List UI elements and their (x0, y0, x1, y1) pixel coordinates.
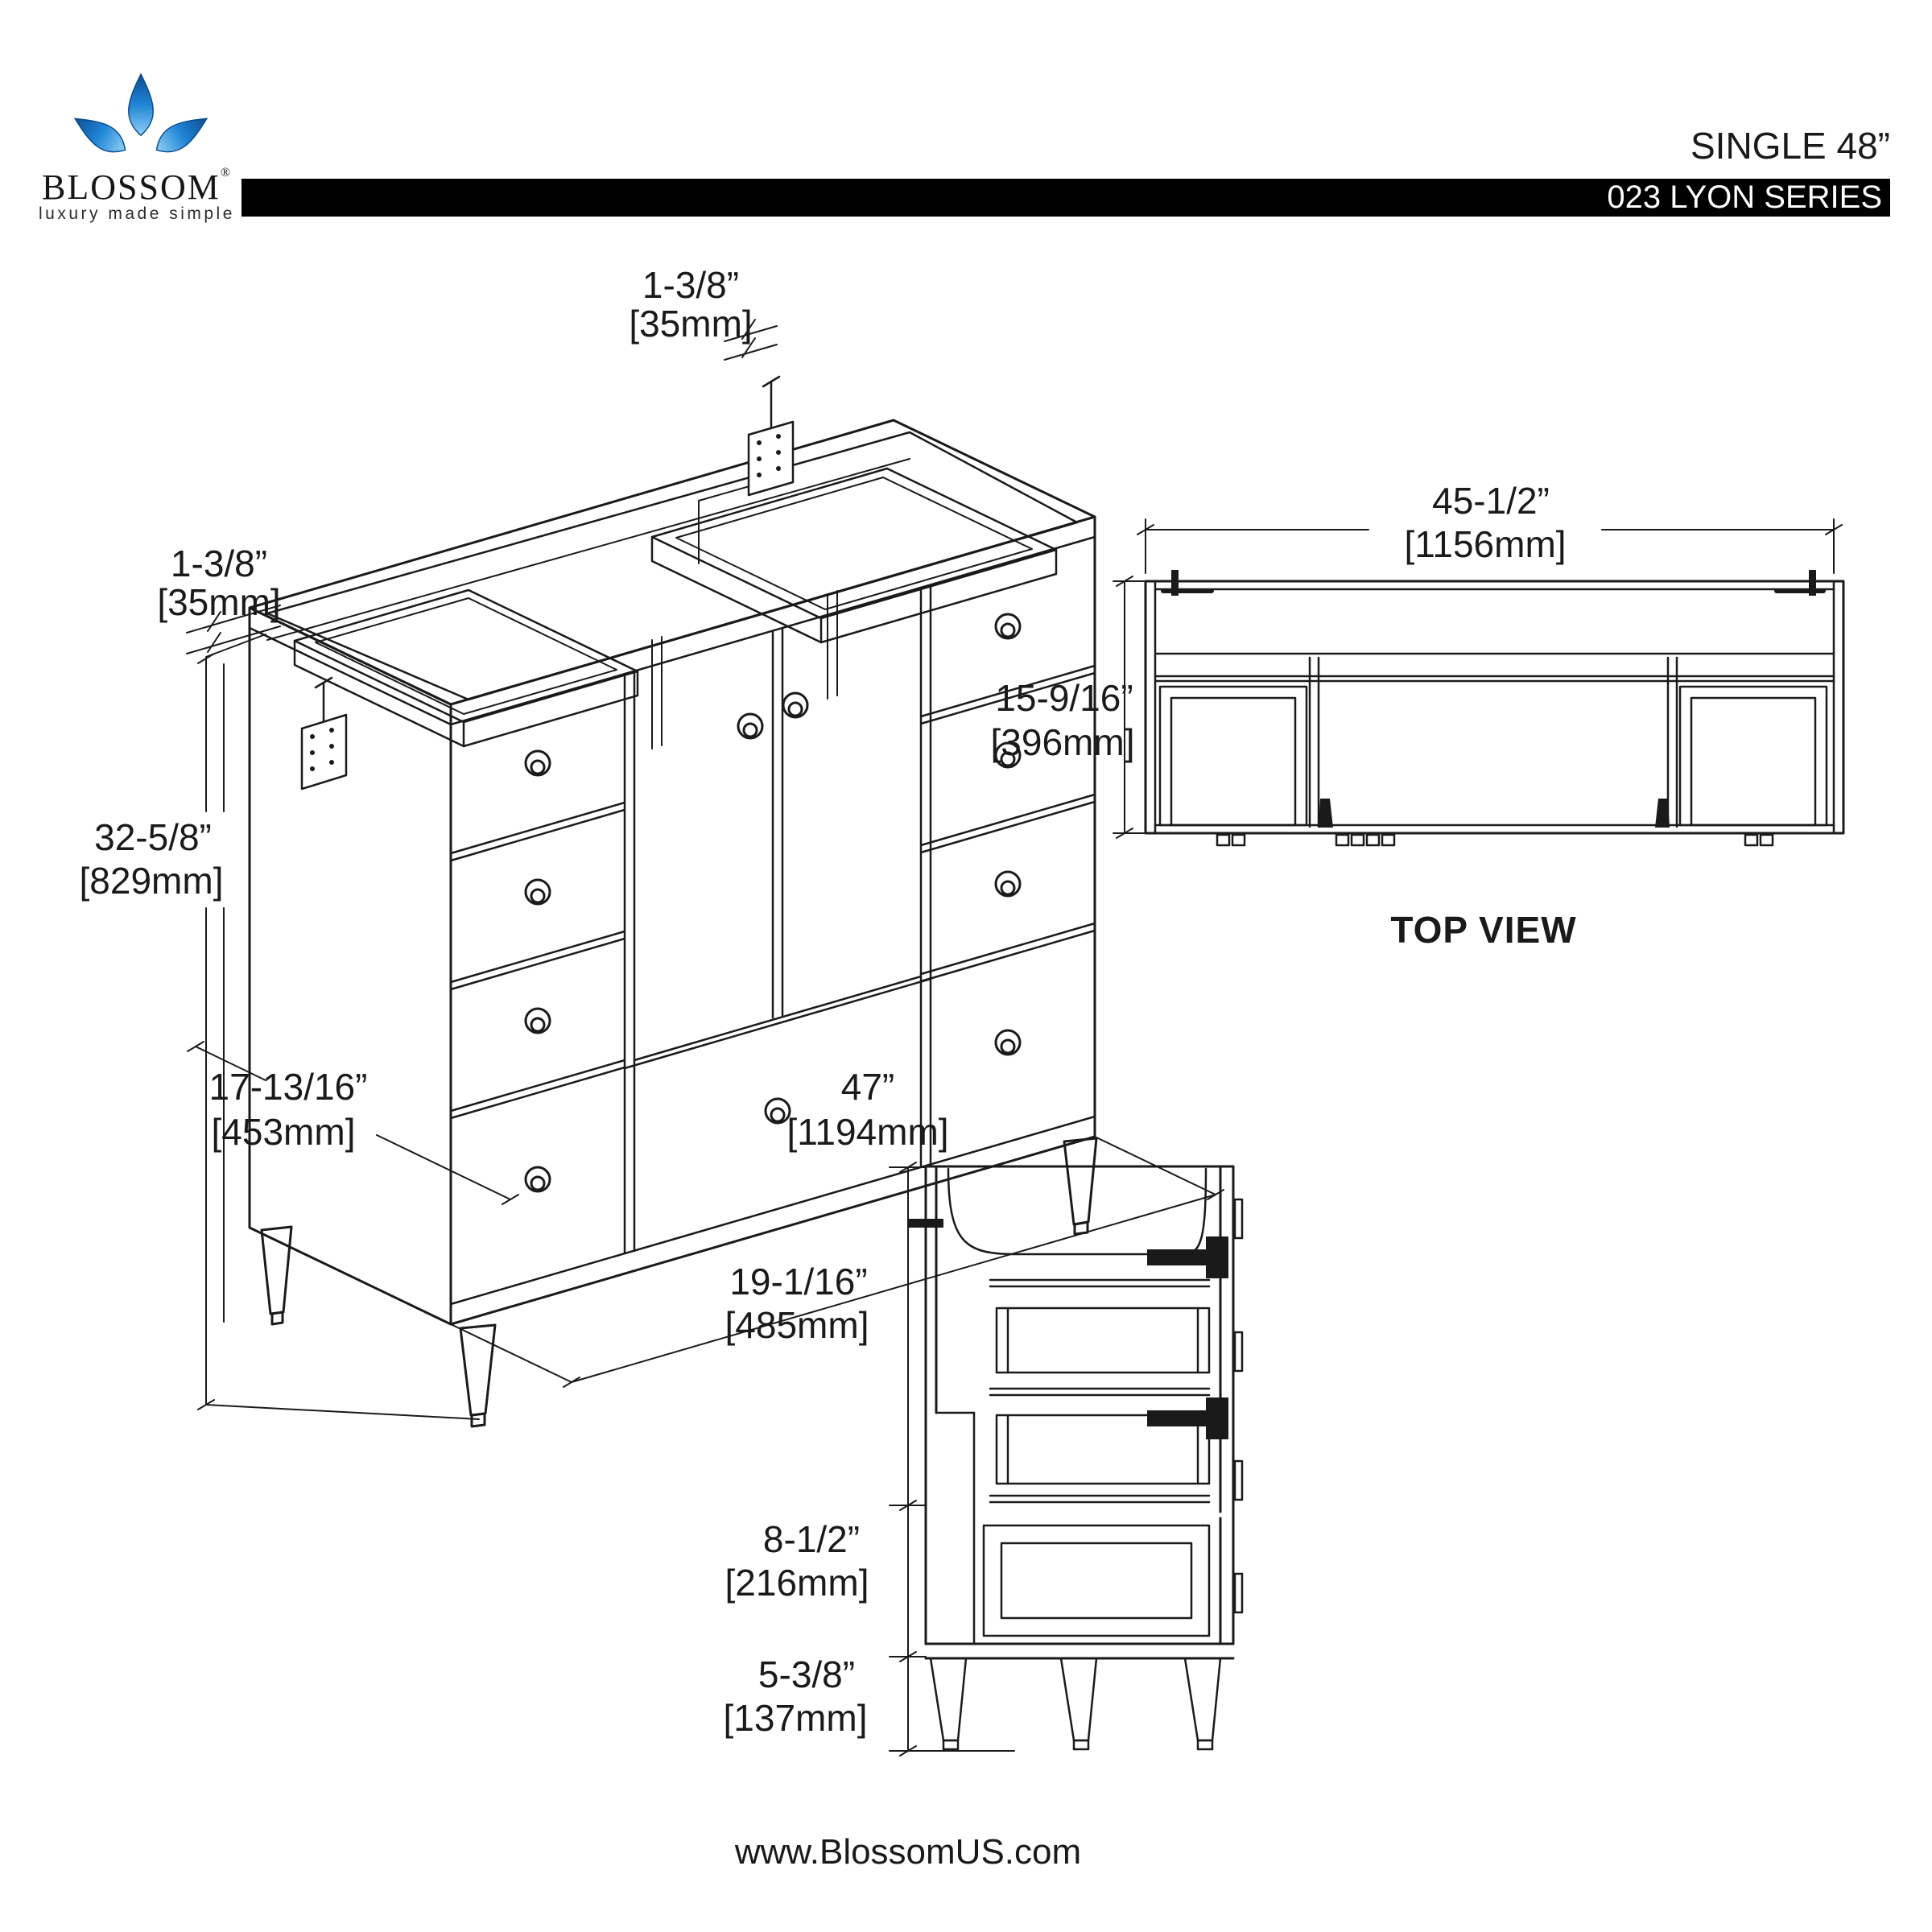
dim-topview-depth-in: 15-9/16” (995, 677, 1133, 719)
isometric-view-drawing (187, 320, 1224, 1426)
top-view-feet (1217, 835, 1773, 845)
dim-depth-mm: [453mm] (211, 1111, 356, 1153)
door-hinges (908, 1219, 1228, 1439)
top-view-dimension-lines (1113, 519, 1842, 838)
dim-leg-height-mm: [137mm] (723, 1697, 868, 1739)
dim-leg-height-in: 5-3/8” (758, 1653, 856, 1695)
dim-height-in: 32-5/8” (94, 816, 212, 858)
dim-topview-depth-mm: [396mm] (990, 721, 1135, 763)
dim-upper-height-mm: [485mm] (724, 1304, 869, 1346)
dim-top-thickness-mm: [35mm] (629, 303, 753, 345)
dim-drawer-height-mm: [216mm] (724, 1562, 869, 1604)
dim-left-thickness-in: 1-3/8” (170, 543, 268, 584)
dim-top-thickness-in: 1-3/8” (642, 264, 740, 306)
cabinet-legs (262, 1138, 1096, 1426)
dim-left-thickness-mm: [35mm] (157, 581, 281, 623)
side-view-drawing (890, 1162, 1242, 1756)
brand-name: BLOSSOM® (42, 166, 232, 207)
dim-drawer-height-in: 8-1/2” (762, 1518, 861, 1560)
series-bar-label: 023 LYON SERIES (1607, 180, 1882, 215)
brand-tagline: luxury made simple (39, 204, 235, 223)
side-view-legs (931, 1658, 1220, 1749)
top-view-title: TOP VIEW (1390, 909, 1577, 951)
dim-depth-in: 17-13/16” (208, 1066, 368, 1108)
dim-topview-width-mm: [1156mm] (1404, 523, 1567, 565)
dim-height-mm: [829mm] (79, 860, 224, 902)
dim-width-mm: [1194mm] (786, 1111, 949, 1153)
dim-width-in: 47” (840, 1066, 895, 1108)
website-url: www.BlossomUS.com (734, 1832, 1082, 1872)
top-view-drawing (1113, 519, 1843, 845)
side-view-handles (1235, 1199, 1242, 1612)
registered-mark: ® (220, 166, 232, 180)
product-title: SINGLE 48” (1690, 125, 1890, 167)
dim-upper-height-in: 19-1/16” (729, 1261, 868, 1302)
dim-topview-width-in: 45-1/2” (1432, 480, 1550, 522)
